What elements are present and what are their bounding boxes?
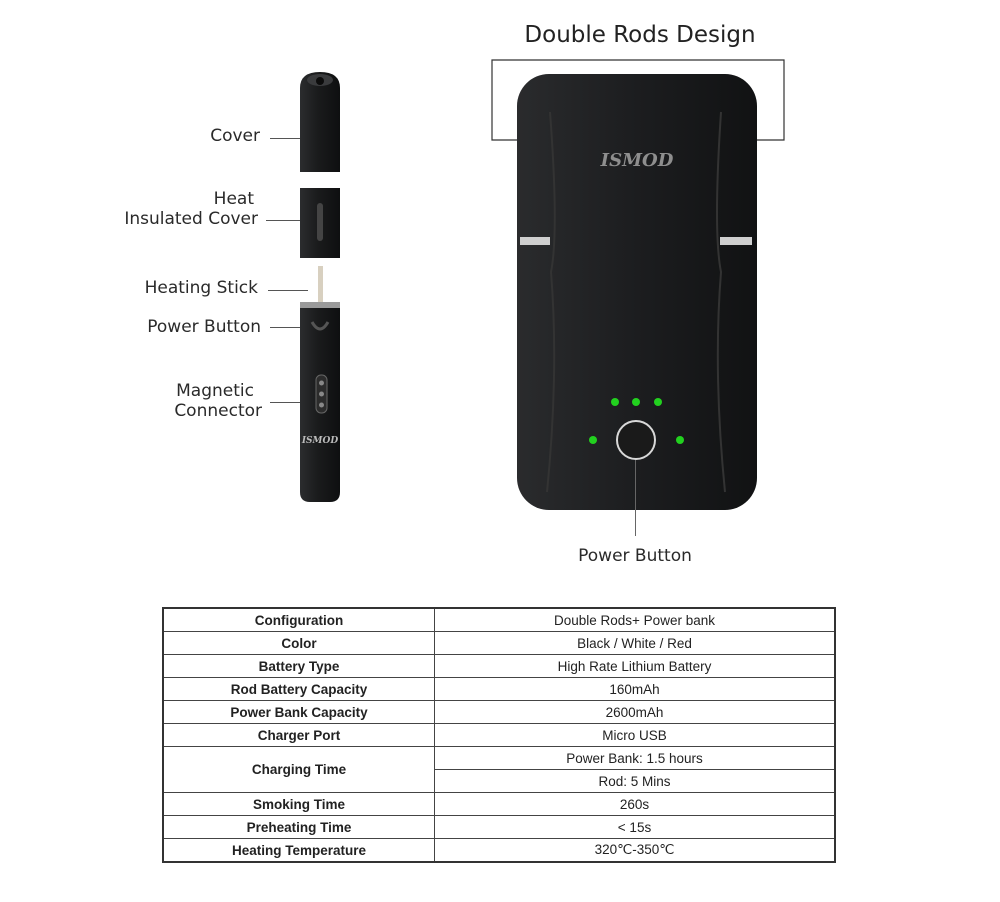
table-row [163,608,835,632]
spec-key: Charging Time [163,747,435,793]
cover-label: Cover [210,126,260,146]
spec-value: Rod: 5 Mins [435,770,836,793]
table-row [163,655,835,678]
spec-key: Smoking Time [163,793,435,816]
table-row [163,678,835,701]
rod-power-button-label: Power Button [147,317,261,337]
spec-key: Heating Temperature [163,839,435,863]
spec-value: High Rate Lithium Battery [435,655,836,678]
case-brand-logo: ISMOD [600,150,674,171]
case-power-button-leader [635,460,636,536]
spec-value: 260s [435,793,836,816]
spec-value: Power Bank: 1.5 hours [435,747,836,770]
table-row [163,724,835,747]
spec-key: Color [163,632,435,655]
table-row [163,839,835,863]
spec-value: Double Rods+ Power bank [435,608,836,632]
spec-key: Preheating Time [163,816,435,839]
heat-cover-label-line1: Heat [213,189,254,209]
cover-part [300,72,340,172]
power-bank-illustration [515,72,760,514]
case-power-button [617,421,655,459]
rod-illustration [290,60,360,510]
page-title: Double Rods Design [524,22,756,48]
led-4 [589,436,597,444]
table-row [163,747,835,770]
spec-value: Micro USB [435,724,836,747]
led-5 [676,436,684,444]
spec-key: Power Bank Capacity [163,701,435,724]
heating-stick-label: Heating Stick [144,278,258,298]
spec-value: 160mAh [435,678,836,701]
table-row [163,816,835,839]
rod-body-part [300,302,340,502]
led-1 [611,398,619,406]
spec-value: < 15s [435,816,836,839]
rod-brand-logo: ISMOD [301,436,339,446]
led-3 [654,398,662,406]
spec-value: 2600mAh [435,701,836,724]
spec-value: 320℃-350℃ [435,839,836,863]
heat-insulated-cover-part [300,188,340,258]
table-row [163,632,835,655]
case-power-button-label: Power Button [578,546,692,566]
spec-key: Configuration [163,608,435,632]
spec-key: Rod Battery Capacity [163,678,435,701]
table-row [163,793,835,816]
magnetic-connector-label-line1: Magnetic [176,381,254,401]
heating-stick-part [318,266,323,302]
heat-cover-label-line2: Insulated Cover [124,209,258,229]
spec-table [162,607,836,863]
table-row [163,701,835,724]
spec-key: Charger Port [163,724,435,747]
spec-key: Battery Type [163,655,435,678]
magnetic-connector-label-line2: Connector [174,401,262,421]
led-2 [632,398,640,406]
spec-value: Black / White / Red [435,632,836,655]
